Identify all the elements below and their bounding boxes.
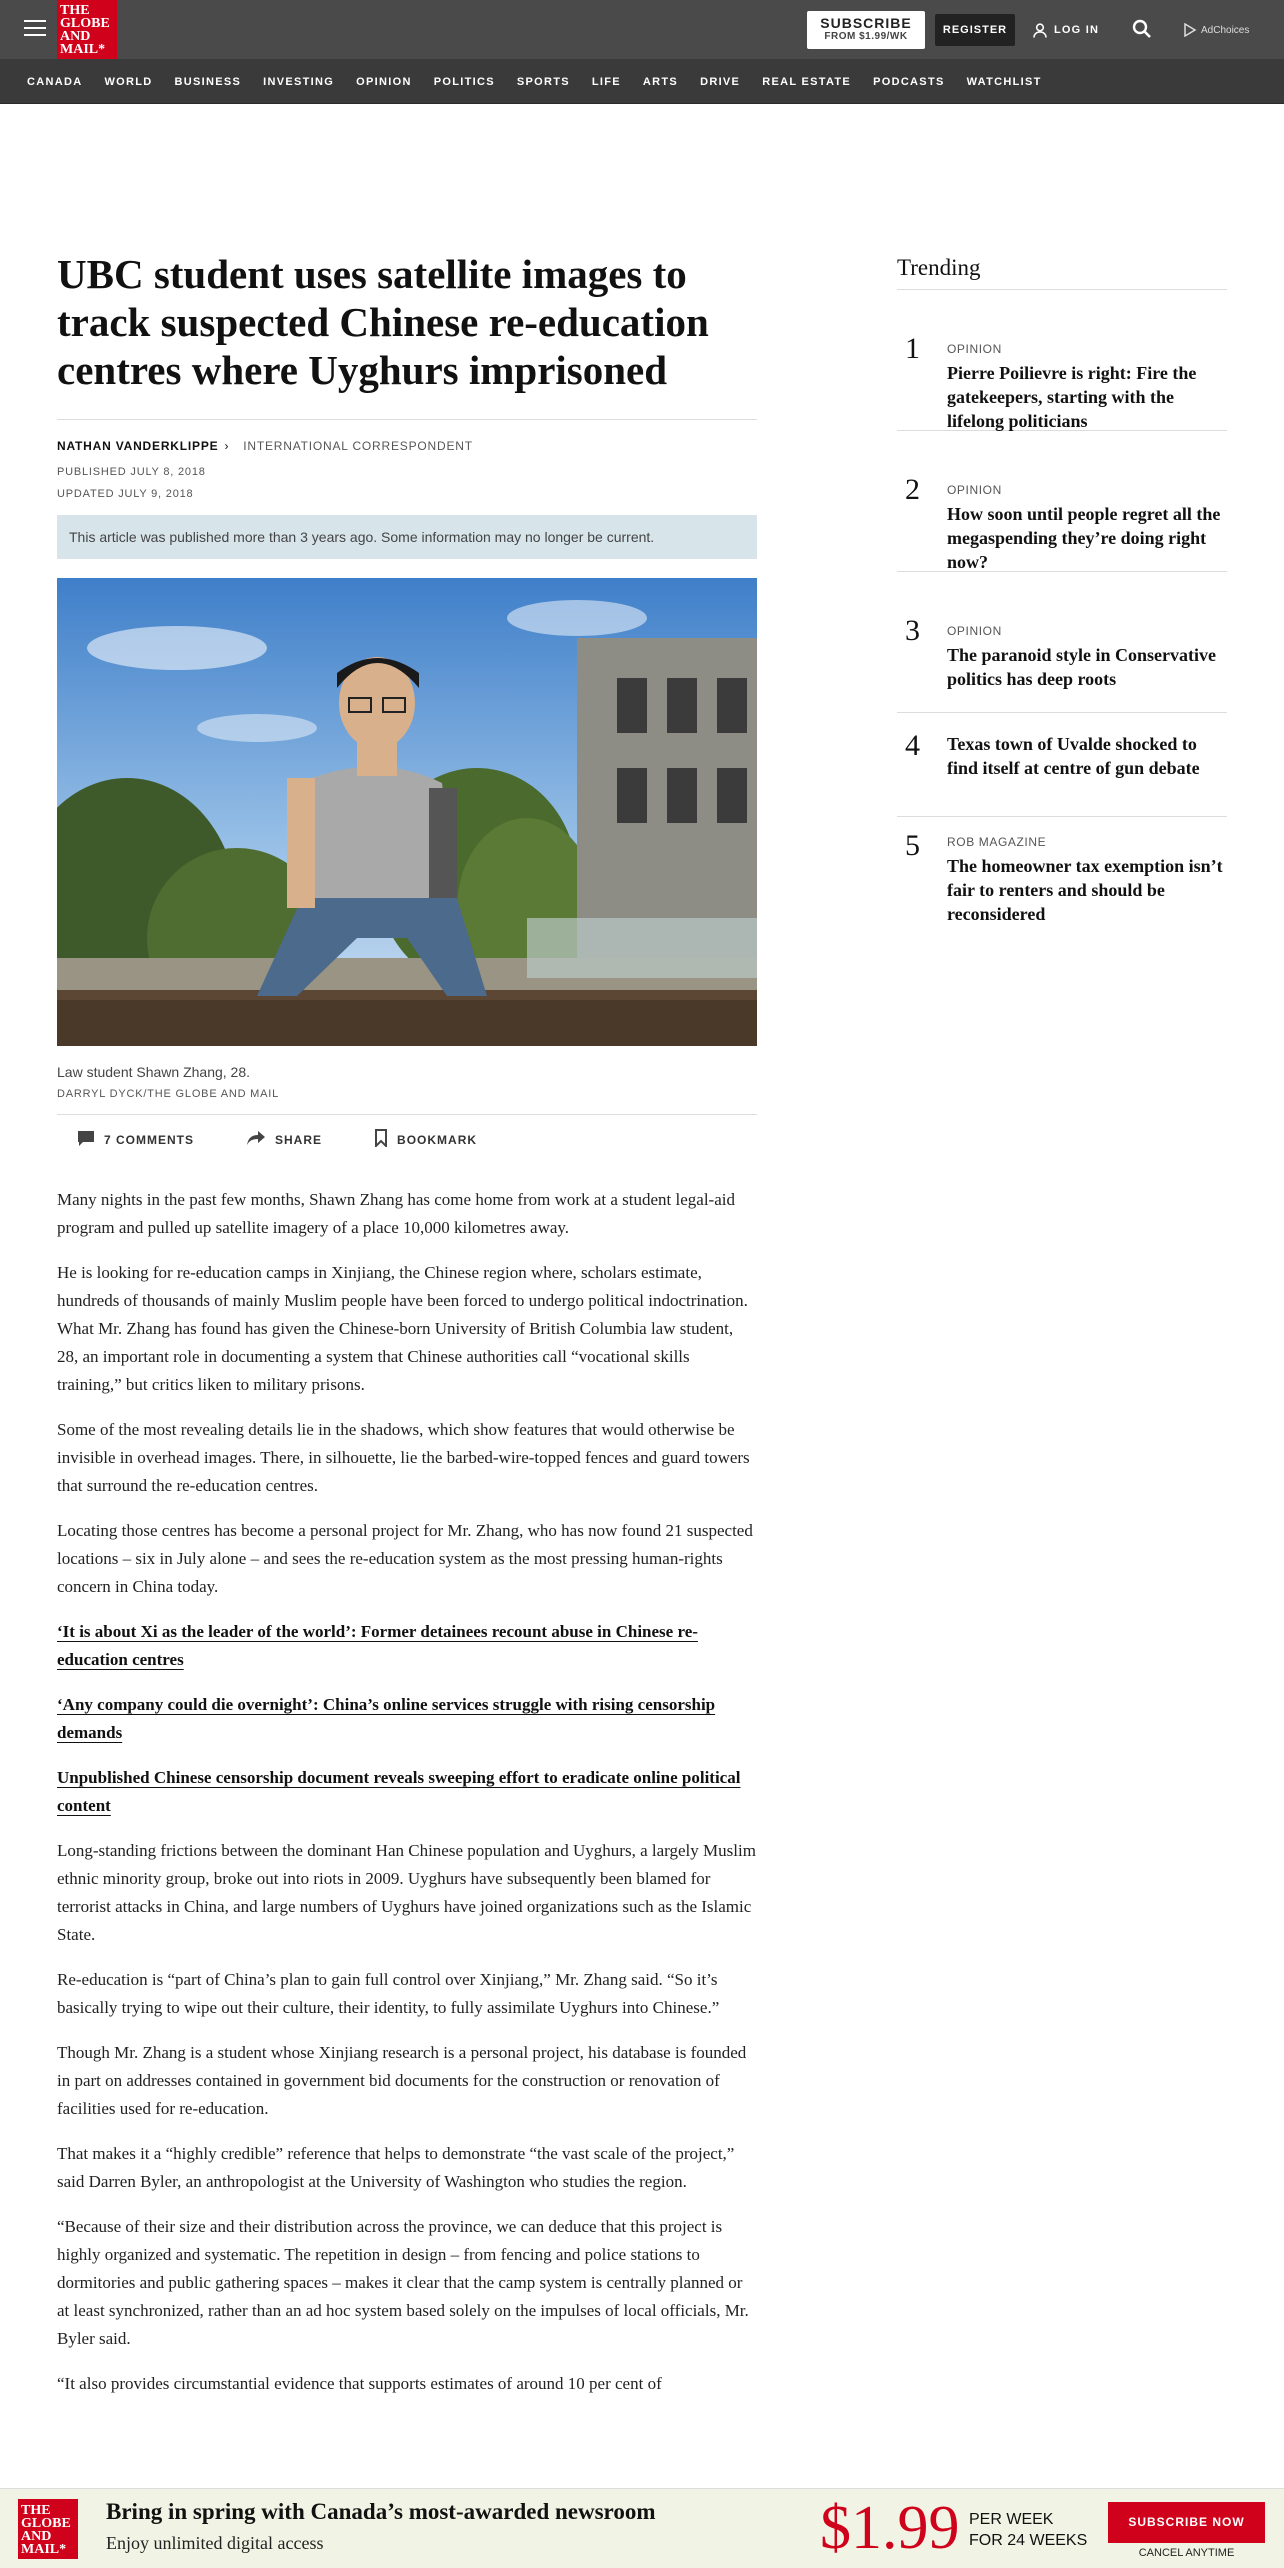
divider bbox=[57, 419, 757, 420]
promo-subheadline: Enjoy unlimited digital access bbox=[106, 2533, 324, 2553]
share-label: SHARE bbox=[275, 1132, 323, 1147]
paragraph: Many nights in the past few months, Shawn Zhang has come home from work at a student legal-aid program and pulled up satellite imagery of a place 10,000 kilometres away. bbox=[57, 1190, 735, 1237]
adchoices-link[interactable] bbox=[1183, 20, 1249, 40]
trending-title: Trending bbox=[897, 255, 1227, 290]
login-button[interactable] bbox=[1033, 14, 1099, 46]
trending-headline[interactable]: The paranoid style in Conservative politics has deep roots bbox=[947, 645, 1217, 689]
trending-kicker: OPINION bbox=[947, 624, 1002, 638]
related-link[interactable]: ‘Any company could die overnight’: China’s online services struggle with rising censorship demands bbox=[57, 1695, 716, 1742]
bookmark-label: BOOKMARK bbox=[397, 1132, 478, 1147]
trending-rank: 4 bbox=[905, 729, 920, 762]
nav-item-opinion[interactable]: OPINION bbox=[356, 75, 412, 88]
paragraph: Re-education is “part of China’s plan to gain full control over Xinjiang,” Mr. Zhang said. “So it’s basically trying to wipe out their culture, their identity, to fully assimilate Uyghurs into Chinese.” bbox=[57, 1970, 720, 2017]
trending-kicker: ROB MAGAZINE bbox=[947, 835, 1047, 849]
register-button[interactable]: REGISTER bbox=[935, 14, 1015, 46]
subscribe-price: FROM $1.99/WK bbox=[824, 31, 908, 42]
related-link[interactable]: Unpublished Chinese censorship document reveals sweeping effort to eradicate online political content bbox=[57, 1768, 741, 1815]
logo-line: GLOBE bbox=[21, 2516, 71, 2531]
logo-line: THE bbox=[60, 3, 90, 18]
trending-headline[interactable]: How soon until people regret all the megaspending they’re doing right now? bbox=[947, 504, 1221, 572]
nav-item-real-estate[interactable]: REAL ESTATE bbox=[762, 75, 852, 88]
paragraph: Some of the most revealing details lie in the shadows, which show features that would otherwise be invisible in overhead images. There, in silhouette, lie the barbed-wire-topped fences and guard towers that surround the re-education centres. bbox=[57, 1420, 750, 1495]
logo-line: AND bbox=[60, 29, 91, 44]
search-icon[interactable] bbox=[1132, 19, 1154, 41]
paragraph: Locating those centres has become a personal project for Mr. Zhang, who has now found 21 suspected locations – six in July alone – and sees the re-education system as the most pressing human-rights concern in China today. bbox=[57, 1521, 753, 1596]
user-icon bbox=[1033, 23, 1047, 38]
trending-kicker: OPINION bbox=[947, 483, 1002, 497]
trending-headline[interactable]: Texas town of Uvalde shocked to find itself at centre of gun debate bbox=[947, 734, 1200, 778]
article-body bbox=[57, 1186, 757, 2398]
trending-item[interactable] bbox=[897, 290, 1227, 431]
menu-icon[interactable] bbox=[24, 20, 46, 38]
logo-line: THE bbox=[21, 2503, 51, 2518]
globe-logo bbox=[18, 2499, 78, 2559]
section-nav bbox=[0, 59, 1284, 104]
paragraph: He is looking for re-education camps in Xinjiang, the Chinese region where, scholars estimate, hundreds of thousands of mainly Muslim people have been forced to undergo political indoctrination. What Mr. Zhang has found has given the Chinese-born University of British Columbia law student, 28, an important role in documenting a system that Chinese authorities call “vocational skills training,” but critics liken to military prisons. bbox=[57, 1263, 748, 1394]
comment-icon bbox=[77, 1130, 95, 1150]
adchoices-icon bbox=[1183, 23, 1197, 37]
trending-item[interactable] bbox=[897, 431, 1227, 572]
promo-price: $1.99 bbox=[820, 2494, 960, 2562]
nav-item-drive[interactable]: DRIVE bbox=[700, 75, 741, 88]
trending-rank: 2 bbox=[905, 473, 920, 506]
chevron-right-icon: › bbox=[224, 439, 230, 453]
article-headline: UBC student uses satellite images to track suspected Chinese re-education centres where Uyghurs imprisoned bbox=[57, 251, 709, 393]
logo-line: MAIL* bbox=[60, 42, 106, 57]
nav-item-canada[interactable]: CANADA bbox=[27, 75, 83, 88]
trending-kicker: OPINION bbox=[947, 342, 1002, 356]
updated-date: UPDATED JULY 9, 2018 bbox=[57, 488, 194, 500]
paragraph: “It also provides circumstantial evidence that supports estimates of around 10 per cent of bbox=[57, 2374, 662, 2393]
nav-item-investing[interactable]: INVESTING bbox=[263, 75, 335, 88]
price-period: PER WEEK bbox=[969, 2511, 1054, 2528]
bookmark-icon bbox=[374, 1129, 388, 1150]
trending-rank: 3 bbox=[905, 614, 920, 647]
article-actions bbox=[57, 1114, 757, 1164]
top-header bbox=[0, 0, 1284, 59]
trending-headline[interactable]: Pierre Poilievre is right: Fire the gatekeepers, starting with the lifelong politicians bbox=[947, 363, 1197, 431]
nav-item-arts[interactable]: ARTS bbox=[642, 75, 679, 88]
trending-rank: 1 bbox=[905, 332, 920, 365]
trending-panel bbox=[897, 255, 1227, 937]
author-link[interactable]: NATHAN VANDERKLIPPE bbox=[57, 439, 219, 453]
nav-item-podcasts[interactable]: PODCASTS bbox=[873, 75, 945, 88]
comments-label: 7 COMMENTS bbox=[104, 1132, 195, 1147]
globe-logo[interactable] bbox=[57, 0, 117, 59]
adchoices-label: AdChoices bbox=[1201, 24, 1250, 36]
archive-notice: This article was published more than 3 years ago. Some information may no longer be current. bbox=[57, 515, 757, 559]
subscribe-now-button[interactable]: SUBSCRIBE NOW bbox=[1108, 2502, 1265, 2543]
author-role: INTERNATIONAL CORRESPONDENT bbox=[243, 439, 473, 453]
photo-caption: Law student Shawn Zhang, 28. bbox=[57, 1064, 251, 1080]
nav-item-business[interactable]: BUSINESS bbox=[174, 75, 242, 88]
paragraph: “Because of their size and their distribution across the province, we can deduce that this project is highly organized and systematic. The repetition in design – from fencing and police stations to dormitories and public gathering spaces – makes it clear that the camp system is centrally planned or at least synchronized, rather than an ad hoc system based solely on the impulses of local officials, Mr. Byler said. bbox=[57, 2217, 749, 2348]
bookmark-button[interactable] bbox=[374, 1129, 477, 1150]
cancel-anytime-note: CANCEL ANYTIME bbox=[1138, 2547, 1235, 2559]
trending-item[interactable] bbox=[897, 713, 1227, 817]
trending-item[interactable] bbox=[897, 572, 1227, 713]
byline bbox=[57, 439, 757, 453]
related-link[interactable]: ‘It is about Xi as the leader of the world’: Former detainees recount abuse in Chinese re-education centres bbox=[57, 1622, 698, 1669]
comments-button[interactable] bbox=[77, 1130, 194, 1150]
trending-headline[interactable]: The homeowner tax exemption isn’t fair to renters and should be reconsidered bbox=[947, 856, 1223, 924]
share-button[interactable] bbox=[246, 1130, 322, 1149]
nav-item-sports[interactable]: SPORTS bbox=[516, 75, 570, 88]
login-label: LOG IN bbox=[1054, 24, 1100, 36]
nav-item-life[interactable]: LIFE bbox=[591, 75, 621, 88]
promo-headline: Bring in spring with Canada’s most-awarded newsroom bbox=[106, 2499, 656, 2524]
lead-photo bbox=[57, 578, 757, 1046]
trending-rank: 5 bbox=[905, 829, 920, 862]
logo-line: GLOBE bbox=[60, 16, 110, 31]
article-dates bbox=[57, 461, 757, 505]
nav-item-watchlist[interactable]: WATCHLIST bbox=[966, 75, 1042, 88]
published-date: PUBLISHED JULY 8, 2018 bbox=[57, 466, 206, 478]
logo-line: AND bbox=[21, 2529, 52, 2544]
subscribe-label: SUBSCRIBE bbox=[820, 15, 912, 31]
paragraph: Though Mr. Zhang is a student whose Xinjiang research is a personal project, his database is founded in part on addresses contained in government bid documents for the construction or renovation of facilities used for re-education. bbox=[57, 2043, 747, 2118]
photo-credit: DARRYL DYCK/THE GLOBE AND MAIL bbox=[57, 1088, 280, 1100]
promo-price-note bbox=[969, 2509, 1087, 2551]
nav-item-world[interactable]: WORLD bbox=[104, 75, 153, 88]
price-duration: FOR 24 WEEKS bbox=[969, 2532, 1088, 2549]
subscribe-button[interactable] bbox=[807, 11, 925, 49]
paragraph: That makes it a “highly credible” reference that helps to demonstrate “the vast scale of the project,” said Darren Byler, an anthropologist at the University of Washington who studies the region. bbox=[57, 2144, 735, 2191]
nav-item-politics[interactable]: POLITICS bbox=[433, 75, 495, 88]
logo-line: MAIL* bbox=[21, 2542, 67, 2557]
paragraph: Long-standing frictions between the dominant Han Chinese population and Uyghurs, a largely Muslim ethnic minority group, broke out into riots in 2009. Uyghurs have subsequently been blamed for terrorist attacks in China, and large numbers of Uyghurs have joined organizations such as the Islamic State. bbox=[57, 1841, 756, 1944]
subscription-promo-banner bbox=[0, 2488, 1284, 2568]
article bbox=[57, 250, 757, 2415]
share-icon bbox=[246, 1130, 266, 1149]
trending-item[interactable] bbox=[897, 817, 1227, 937]
